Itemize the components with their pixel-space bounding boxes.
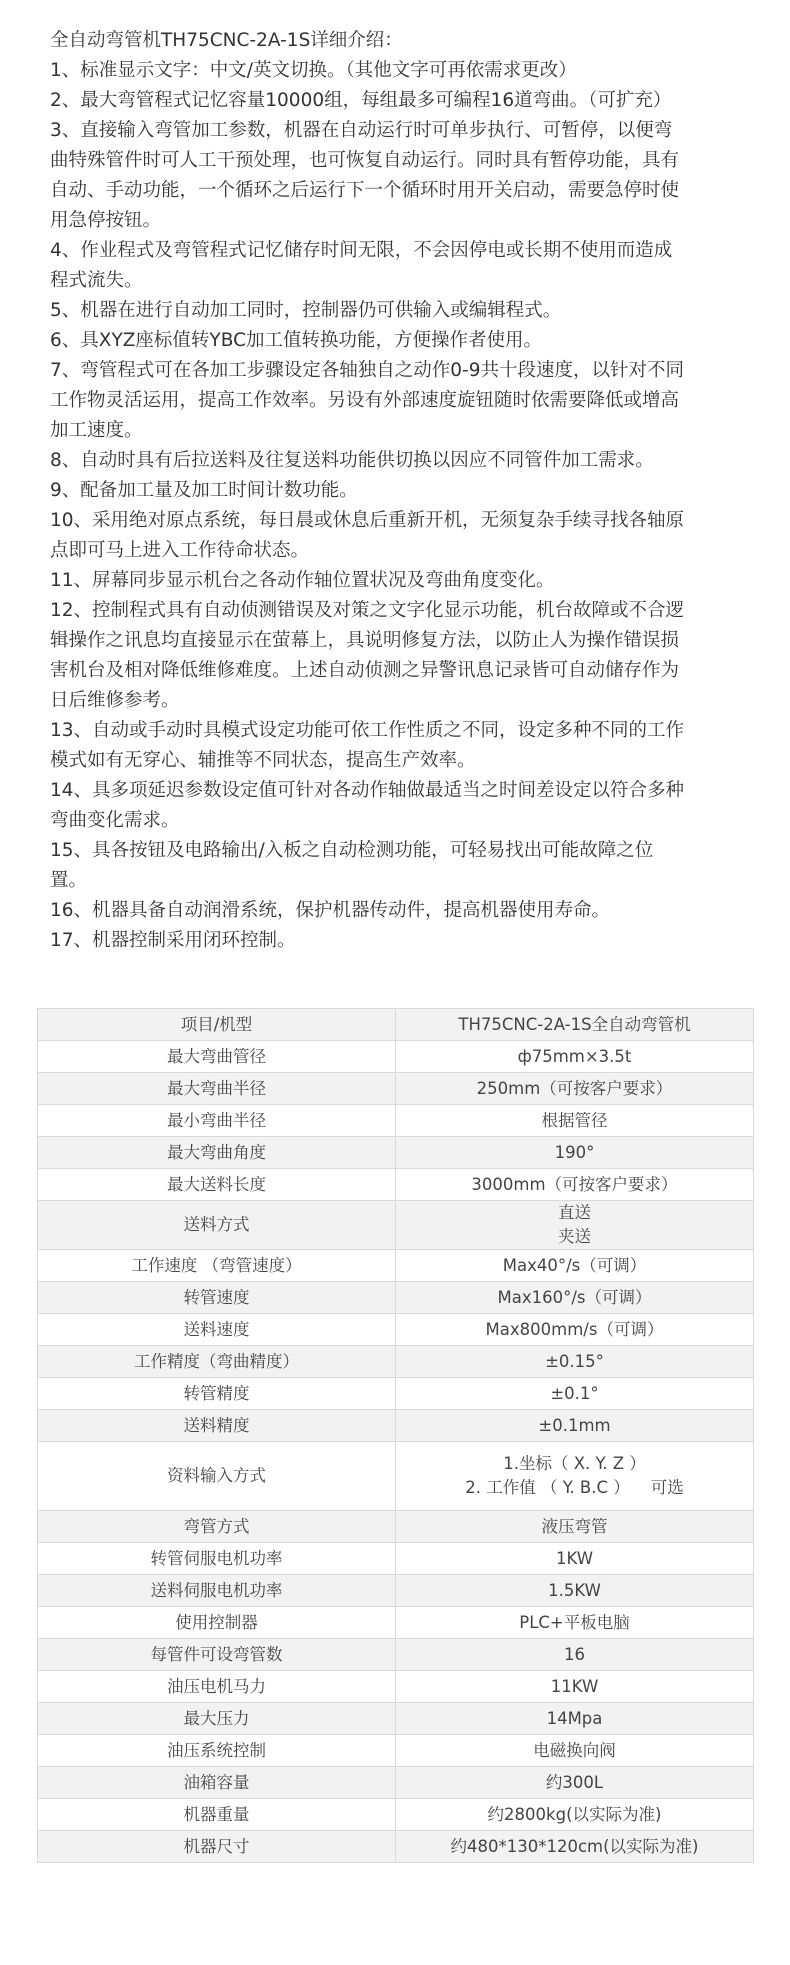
spec-label: 送料方式	[38, 1201, 396, 1250]
spec-value	[396, 1511, 754, 1543]
spec-label: 转管精度	[38, 1378, 396, 1410]
spec-row	[38, 1137, 754, 1169]
spec-value-line: ±0.15°	[545, 1351, 604, 1371]
spec-value	[396, 1442, 754, 1511]
spec-label: 机器重量	[38, 1799, 396, 1831]
spec-value-line: ±0.1°	[550, 1383, 599, 1403]
intro-line: 日后维修参考。	[50, 690, 180, 711]
spec-row	[38, 1799, 754, 1831]
intro-line: 4、作业程式及弯管程式记忆储存时间无限，不会因停电或长期不使用而造成	[50, 240, 673, 261]
spec-label: 弯管方式	[38, 1511, 396, 1543]
spec-value	[396, 1767, 754, 1799]
spec-row	[38, 1410, 754, 1442]
spec-value-line: 约2800kg(以实际为准)	[487, 1804, 662, 1824]
spec-label: 每管件可设弯管数	[38, 1639, 396, 1671]
spec-row	[38, 1442, 754, 1511]
spec-label: 工作速度 （弯管速度）	[38, 1250, 396, 1282]
intro-title: 全自动弯管机TH75CNC-2A-1S详细介绍：	[50, 30, 403, 51]
intro-line: 8、自动时具有后拉送料及往复送料功能供切换以因应不同管件加工需求。	[50, 450, 654, 471]
spec-value-line: 190°	[554, 1142, 595, 1162]
spec-value-line: Max800mm/s（可调）	[485, 1319, 664, 1339]
spec-label: 机器尺寸	[38, 1831, 396, 1863]
spec-value-line: 1KW	[555, 1548, 594, 1568]
spec-value	[396, 1735, 754, 1767]
intro-line: 1、标准显示文字：中文/英文切换。（其他文字可再依需求更改）	[50, 60, 577, 81]
spec-value	[396, 1137, 754, 1169]
spec-label: 最大压力	[38, 1703, 396, 1735]
spec-row	[38, 1346, 754, 1378]
spec-label: 最大弯曲角度	[38, 1137, 396, 1169]
spec-value	[396, 1346, 754, 1378]
intro-line: 17、机器控制采用闭环控制。	[50, 930, 296, 951]
spec-row	[38, 1201, 754, 1250]
spec-value-line: 约480*130*120cm(以实际为准)	[450, 1836, 699, 1856]
spec-value	[396, 1799, 754, 1831]
spec-value-line: TH75CNC-2A-1S全自动弯管机	[458, 1014, 691, 1034]
spec-table-body	[38, 1009, 754, 1863]
spec-value-line: 1.5KW	[548, 1580, 601, 1600]
spec-row	[38, 1250, 754, 1282]
spec-value-line: 直送	[558, 1203, 591, 1222]
spec-value-line: 16	[564, 1644, 585, 1664]
intro-line: 模式如有无穿心、辅推等不同状态，提高生产效率。	[50, 750, 476, 771]
spec-value	[396, 1314, 754, 1346]
intro-line: 自动、手动功能，一个循环之后运行下一个循环时用开关启动，需要急停时使	[50, 180, 680, 201]
spec-value	[396, 1250, 754, 1282]
spec-value-line: 1.坐标（ X. Y. Z ）	[503, 1454, 646, 1473]
spec-value	[396, 1671, 754, 1703]
intro-line: 12、控制程式具有自动侦测错误及对策之文字化显示功能，机台故障或不合逻	[50, 600, 685, 621]
intro-line: 11、屏幕同步显示机台之各动作轴位置状况及弯曲角度变化。	[50, 570, 555, 591]
spec-row	[38, 1378, 754, 1410]
spec-value	[396, 1575, 754, 1607]
spec-table	[37, 1008, 754, 1863]
spec-value-line: PLC+平板电脑	[519, 1612, 630, 1632]
intro-line: 工作物灵活运用，提高工作效率。另设有外部速度旋钮随时依需要降低或增高	[50, 390, 680, 411]
spec-label: 工作精度（弯曲精度）	[38, 1346, 396, 1378]
spec-row	[38, 1009, 754, 1041]
spec-label: 转管伺服电机功率	[38, 1543, 396, 1575]
spec-label: 转管速度	[38, 1282, 396, 1314]
intro-line: 用急停按钮。	[50, 210, 162, 231]
spec-value-line: 约300L	[545, 1772, 604, 1792]
spec-row	[38, 1767, 754, 1799]
intro-line: 10、采用绝对原点系统，每日晨或休息后重新开机，无须复杂手续寻找各轴原	[50, 510, 685, 531]
spec-label: 送料速度	[38, 1314, 396, 1346]
spec-value-line: ф75mm×3.5t	[517, 1046, 632, 1066]
intro-line: 16、机器具备自动润滑系统，保护机器传动件，提高机器使用寿命。	[50, 900, 611, 921]
spec-label: 油压系统控制	[38, 1735, 396, 1767]
spec-value	[396, 1105, 754, 1137]
intro-line: 弯曲变化需求。	[50, 810, 180, 831]
spec-value-line: ±0.1mm	[538, 1415, 611, 1435]
spec-value-line: 电磁换向阀	[533, 1740, 616, 1760]
spec-label: 最大弯曲半径	[38, 1073, 396, 1105]
spec-label: 油箱容量	[38, 1767, 396, 1799]
spec-value-line: Max40°/s（可调）	[502, 1255, 647, 1275]
spec-value	[396, 1543, 754, 1575]
spec-value-line: 3000mm（可按客户要求）	[471, 1174, 678, 1194]
spec-value	[396, 1410, 754, 1442]
spec-value	[396, 1703, 754, 1735]
spec-label: 使用控制器	[38, 1607, 396, 1639]
spec-label: 最大弯曲管径	[38, 1041, 396, 1073]
intro-line: 辑操作之讯息均直接显示在萤幕上，具说明修复方法，以防止人为操作错误损	[50, 630, 680, 651]
spec-row	[38, 1282, 754, 1314]
spec-row	[38, 1169, 754, 1201]
spec-value	[396, 1607, 754, 1639]
spec-value-line: 250mm（可按客户要求）	[476, 1078, 673, 1098]
spec-label: 项目/机型	[38, 1009, 396, 1041]
spec-row	[38, 1073, 754, 1105]
spec-value	[396, 1073, 754, 1105]
spec-label: 资料输入方式	[38, 1442, 396, 1511]
spec-row	[38, 1575, 754, 1607]
spec-value-line: 11KW	[550, 1676, 599, 1696]
spec-value	[396, 1201, 754, 1250]
spec-row	[38, 1607, 754, 1639]
intro-line: 加工速度。	[50, 420, 143, 441]
spec-value	[396, 1639, 754, 1671]
spec-row	[38, 1671, 754, 1703]
spec-row	[38, 1703, 754, 1735]
spec-value-line: Max160°/s（可调）	[497, 1287, 652, 1307]
spec-label: 油压电机马力	[38, 1671, 396, 1703]
spec-value	[396, 1831, 754, 1863]
spec-value	[396, 1009, 754, 1041]
spec-row	[38, 1639, 754, 1671]
intro-line: 点即可马上进入工作待命状态。	[50, 540, 310, 561]
product-description	[50, 26, 750, 956]
intro-line: 害机台及相对降低维修难度。上述自动侦测之异警讯息记录皆可自动储存作为	[50, 660, 680, 681]
spec-value	[396, 1041, 754, 1073]
spec-value	[396, 1378, 754, 1410]
spec-value	[396, 1169, 754, 1201]
spec-label: 送料伺服电机功率	[38, 1575, 396, 1607]
intro-line: 6、具XYZ座标值转YBC加工值转换功能，方便操作者使用。	[50, 330, 543, 351]
intro-line: 15、具各按钮及电路输出/入板之自动检测功能，可轻易找出可能故障之位	[50, 840, 654, 861]
intro-line: 3、直接输入弯管加工参数，机器在自动运行时可单步执行、可暂停，以便弯	[50, 120, 673, 141]
spec-label: 送料精度	[38, 1410, 396, 1442]
spec-label: 最大送料长度	[38, 1169, 396, 1201]
intro-line: 置。	[50, 870, 88, 891]
spec-label: 最小弯曲半径	[38, 1105, 396, 1137]
spec-value-line: 液压弯管	[541, 1516, 608, 1536]
intro-line: 程式流失。	[50, 270, 143, 291]
spec-value-line: 14Mpa	[546, 1708, 603, 1728]
intro-line: 13、自动或手动时具模式设定功能可依工作性质之不同，设定多种不同的工作	[50, 720, 685, 741]
spec-value-line: 夹送	[558, 1227, 591, 1246]
spec-value-line: 根据管径	[541, 1110, 608, 1130]
intro-line: 5、机器在进行自动加工同时，控制器仍可供输入或编辑程式。	[50, 300, 562, 321]
spec-value-line: 2. 工作值 （ Y. B.C ） 可选	[465, 1478, 684, 1497]
spec-row	[38, 1511, 754, 1543]
intro-line: 2、最大弯管程式记忆容量10000组，每组最多可编程16道弯曲。（可扩充）	[50, 90, 672, 111]
intro-line: 9、配备加工量及加工时间计数功能。	[50, 480, 358, 501]
intro-line: 14、具多项延迟参数设定值可针对各动作轴做最适当之时间差设定以符合多种	[50, 780, 685, 801]
spec-value	[396, 1282, 754, 1314]
spec-row	[38, 1041, 754, 1073]
spec-row	[38, 1735, 754, 1767]
spec-row	[38, 1543, 754, 1575]
spec-row	[38, 1105, 754, 1137]
spec-row	[38, 1314, 754, 1346]
intro-line: 7、弯管程式可在各加工步骤设定各轴独自之动作0-9共十段速度，以针对不同	[50, 360, 684, 381]
intro-line: 曲特殊管件时可人工干预处理，也可恢复自动运行。同时具有暂停功能，具有	[50, 150, 680, 171]
spec-row	[38, 1831, 754, 1863]
